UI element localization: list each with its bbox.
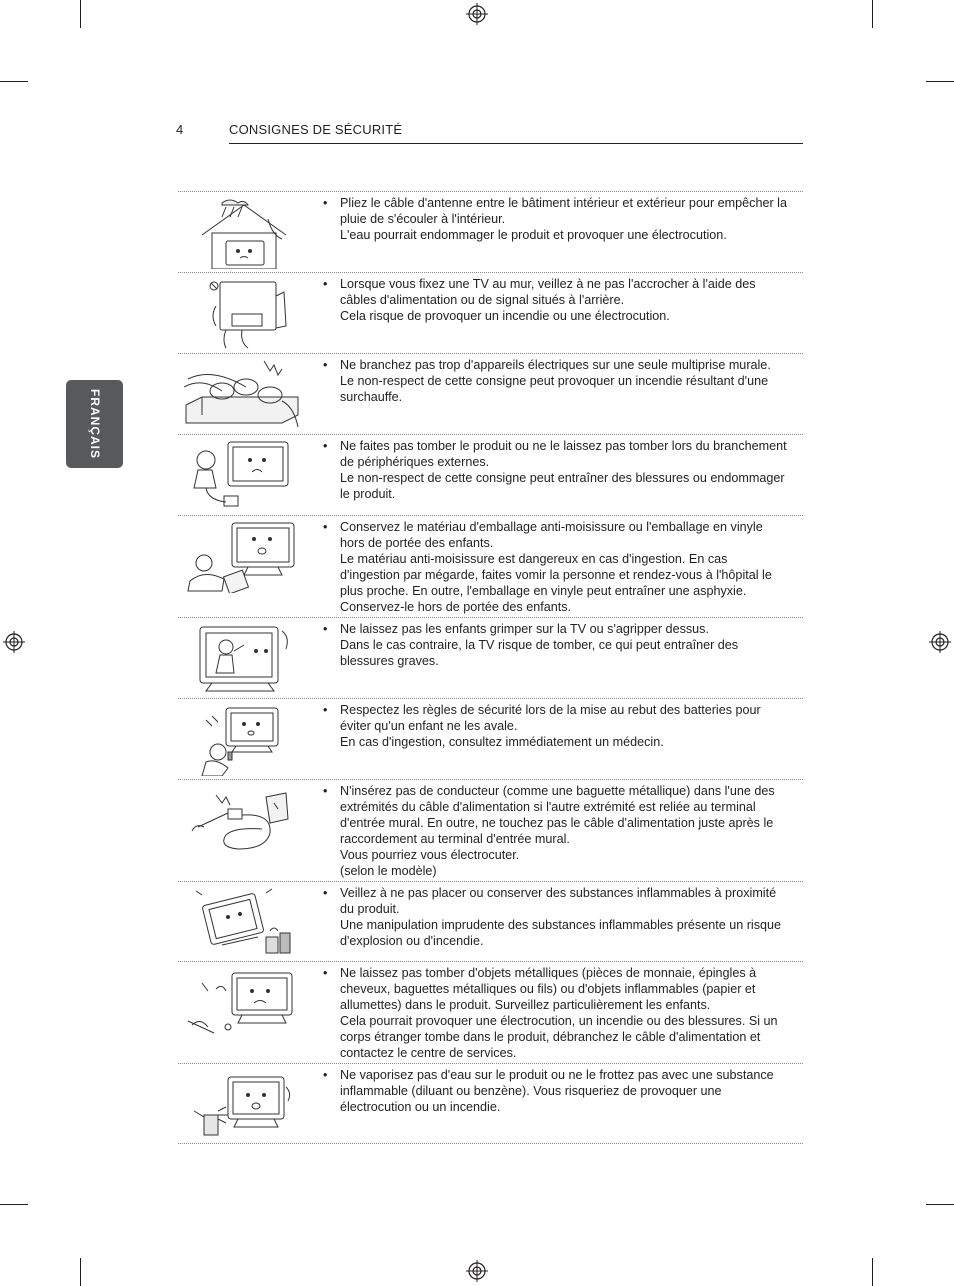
instruction-line: Lorsque vous fixez une TV au mur, veillez à ne pas l'accrocher à l'aide des câbles d'alimentation ou de signal situés à l'arrière. [340,277,756,307]
bullet-point: • [323,703,328,717]
instruction-line: Le matériau anti-moisissure est dangereux en cas d'ingestion. En cas d'ingestion par mégarde, faites vomir la personne et rendez-vous à l'hôpital le plus proche. En outre, l'emballage en vinyle peut entraîner une asphyxie. Conservez-le hors de portée des enfants. [340,552,772,614]
instruction-text [323,519,788,615]
crop-mark [926,81,954,82]
instruction-text [323,702,788,750]
instruction-line: N'insérez pas de conducteur (comme une baguette métallique) dans l'une des extrémités du câble d'alimentation si l'autre extrémité est reliée au terminal d'entrée mural. En outre, ne touchez pas le câble d'alimentation juste après le raccordement au terminal d'entrée mural. [340,784,775,846]
child-packaging-icon [182,519,300,593]
instruction-line: Le non-respect de cette consigne peut entraîner des blessures ou endommager le produit. [340,471,785,501]
instruction-line: Cela pourrait provoquer une électrocution, un incendie ou des blessures. Si un corps étranger tombe dans le produit, débranchez le câble d'alimentation et contactez le centre de services. [340,1014,778,1060]
safety-instruction-list [178,191,803,1144]
instruction-text [323,783,788,879]
bullet-point: • [323,358,328,372]
instruction-row [178,515,803,617]
crop-mark [0,81,28,82]
instruction-text [323,965,788,1061]
instruction-line: Veillez à ne pas placer ou conserver des substances inflammables à proximité du produit. [340,886,777,916]
instruction-line: En cas d'ingestion, consultez immédiatement un médecin. [340,735,664,749]
instruction-line: Respectez les règles de sécurité lors de la mise au rebut des batteries pour éviter qu'un enfant ne les avale. [340,703,761,733]
instruction-text [323,195,788,243]
instruction-line: Le non-respect de cette consigne peut provoquer un incendie résultant d'une surchauffe. [340,374,769,404]
instruction-text [323,621,788,669]
crop-mark [0,1204,28,1205]
conductor-in-plug-icon [182,783,300,857]
instruction-text [323,438,788,502]
child-battery-icon [182,702,300,776]
bullet-point: • [323,784,328,798]
instruction-row [178,698,803,779]
wall-mount-cables-icon [182,276,300,350]
bullet-point: • [323,439,328,453]
crop-mark [80,0,81,28]
bullet-point: • [323,886,328,900]
instruction-line: Ne laissez pas tomber d'objets métalliques (pièces de monnaie, épingles à cheveux, baguettes métalliques ou fils) ou d'objets inflammables (papier et allumettes) dans le produit. Surveillez particulièrement les enfants. [340,966,757,1012]
instruction-row [178,779,803,881]
language-tab [66,380,123,468]
instruction-row [178,617,803,698]
metal-objects-dropping-icon [182,965,300,1039]
instruction-row [178,961,803,1063]
instruction-line: (selon le modèle) [340,864,437,878]
falling-tv-external-device-icon [182,438,300,512]
registration-mark-icon [929,631,951,653]
crop-mark [80,1258,81,1286]
instruction-text [323,885,788,949]
instruction-line: Dans le cas contraire, la TV risque de tomber, ce qui peut entraîner des blessures graves. [340,638,739,668]
instruction-line: Pliez le câble d'antenne entre le bâtiment intérieur et extérieur pour empêcher la pluie de s'écouler à l'intérieur. [340,196,787,226]
child-climbing-tv-icon [182,621,300,695]
instruction-row [178,191,803,272]
instruction-line: Conservez le matériau d'emballage anti-moisissure ou l'emballage en vinyle hors de portée des enfants. [340,520,763,550]
instruction-text [323,1067,788,1115]
crop-mark [872,1258,873,1286]
instruction-line: Ne faites pas tomber le produit ou ne le laissez pas tomber lors du branchement de périphériques externes. [340,439,787,469]
instruction-row [178,272,803,353]
instruction-text [323,276,788,324]
instruction-line: Une manipulation imprudente des substances inflammables présente un risque d'explosion ou d'incendie. [340,918,782,948]
bullet-point: • [323,277,328,291]
registration-mark-icon [466,3,488,25]
instruction-text [323,357,788,405]
overloaded-power-strip-icon [182,357,300,431]
crop-mark [926,1204,954,1205]
instruction-line: Ne laissez pas les enfants grimper sur la TV ou s'agripper dessus. [340,622,709,636]
bullet-point: • [323,622,328,636]
instruction-line: Cela risque de provoquer un incendie ou une électrocution. [340,309,670,323]
language-tab-label: FRANÇAIS [87,389,102,459]
crop-mark [872,0,873,28]
water-spray-icon [182,1067,300,1141]
instruction-line: L'eau pourrait endommager le produit et provoquer une électrocution. [340,228,727,242]
header-rule [229,143,803,144]
bullet-point: • [323,1068,328,1082]
instruction-row [178,353,803,434]
house-antenna-rain-icon [182,195,300,269]
registration-mark-icon [466,1260,488,1282]
instruction-row [178,1063,803,1144]
instruction-line: Ne vaporisez pas d'eau sur le produit ou ne le frottez pas avec une substance inflammable (diluant ou benzène). Vous risqueriez de provoquer une électrocution ou un incendie. [340,1068,774,1114]
instruction-line: Ne branchez pas trop d'appareils électriques sur une seule multiprise murale. [340,358,771,372]
bullet-point: • [323,520,328,534]
bullet-point: • [323,196,328,210]
bullet-point: • [323,966,328,980]
flammable-substances-icon [182,885,300,959]
instruction-row [178,434,803,515]
page-number: 4 [176,122,184,137]
instruction-line: Vous pourriez vous électrocuter. [340,848,520,862]
section-title: CONSIGNES DE SÉCURITÉ [229,122,403,137]
instruction-row [178,881,803,961]
registration-mark-icon [3,631,25,653]
